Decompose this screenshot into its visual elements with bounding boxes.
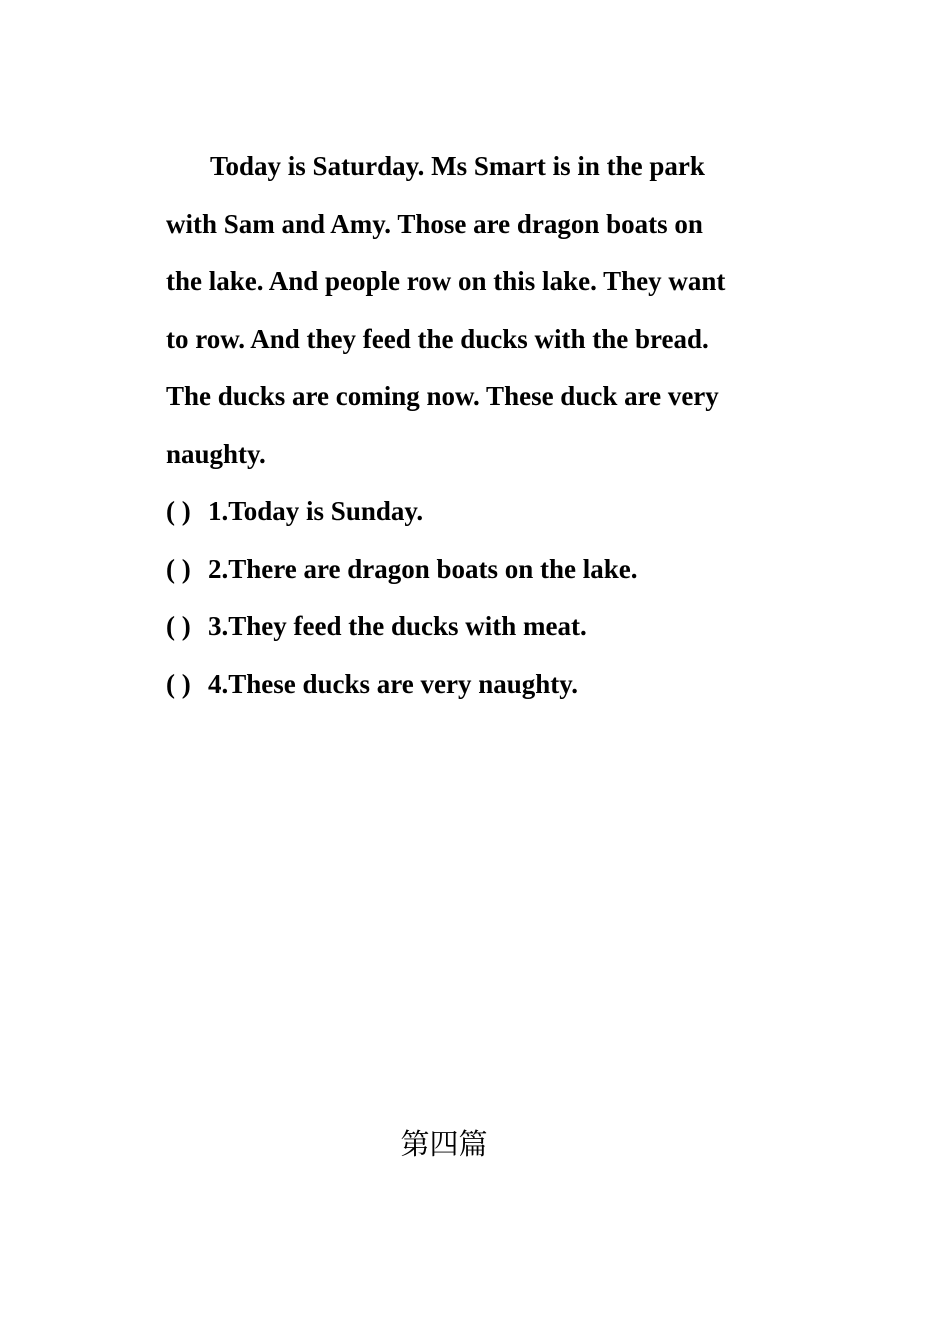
question-item-4 (166, 656, 806, 714)
section-title: 第四篇 (400, 1127, 488, 1161)
answer-blank: ( ) (166, 611, 191, 641)
passage-line-2: with Sam and Amy. Those are dragon boats on (166, 208, 703, 239)
passage-line-4: to row. And they feed the ducks with the bread. (166, 323, 709, 354)
answer-blank: ( ) (166, 668, 191, 699)
question-text: 3.They feed the ducks with meat. (208, 611, 587, 641)
question-item-3 (166, 598, 806, 656)
passage-line-1: Today is Saturday. Ms Smart is in the park (210, 151, 705, 181)
question-item-2 (166, 541, 806, 599)
passage-line-3: the lake. And people row on this lake. They want (166, 266, 726, 296)
question-item-1 (166, 483, 806, 541)
answer-blank: ( ) (166, 496, 191, 526)
question-text: 2.There are dragon boats on the lake. (208, 553, 638, 584)
passage-line-6: naughty. (166, 438, 266, 469)
answer-blank: ( ) (166, 553, 191, 584)
question-text: 4.These ducks are very naughty. (208, 668, 579, 699)
reading-passage-block (166, 138, 806, 713)
question-text: 1.Today is Sunday. (208, 496, 424, 526)
passage-line-5: The ducks are coming now. These duck are very (166, 381, 719, 411)
